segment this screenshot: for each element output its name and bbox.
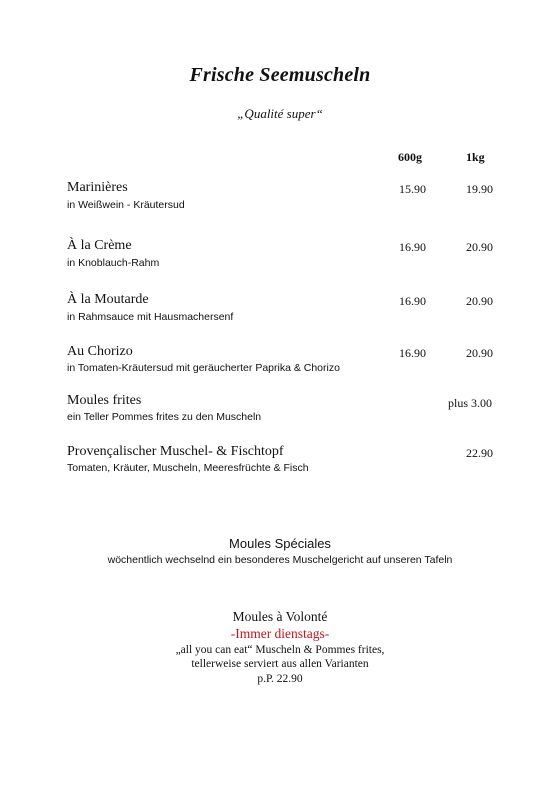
menu-item-name: À la Moutarde — [67, 292, 149, 307]
menu-item-price-1kg: 20.90 — [466, 294, 493, 308]
menu-item-name: Provençalischer Muschel- & Fischtopf — [67, 444, 284, 459]
menu-item-description: in Rahmsauce mit Hausmachersenf — [67, 311, 234, 323]
menu-item-price: plus 3.00 — [447, 396, 492, 410]
menu-title: Frische Seemuscheln — [189, 64, 371, 86]
menu-item-description: in Knoblauch-Rahm — [67, 257, 160, 269]
specials-description: wöchentlich wechselnd ein besonderes Muschelgericht auf unseren Tafeln — [107, 554, 453, 566]
menu-item-price-600g: 16.90 — [399, 346, 426, 360]
menu-item-price-600g: 16.90 — [399, 240, 426, 254]
menu-item-price-1kg: 19.90 — [466, 182, 493, 196]
menu-item-name: Marinières — [67, 180, 128, 195]
menu-item-price-600g: 16.90 — [399, 294, 426, 308]
volonte-description-line: tellerweise serviert aus allen Varianten — [191, 658, 369, 670]
menu-item-price-1kg: 20.90 — [466, 240, 493, 254]
volonte-description-line: „all you can eat“ Muscheln & Pommes frites, — [175, 644, 385, 656]
menu-item-description: ein Teller Pommes frites zu den Muscheln — [67, 411, 262, 423]
specials-title: Moules Spéciales — [229, 536, 331, 551]
menu-item-price-600g: 15.90 — [399, 182, 426, 196]
column-header-600g: 600g — [398, 150, 422, 164]
menu-item-description: in Weißwein - Kräutersud — [67, 199, 185, 211]
volonte-highlight: -Immer dienstags- — [230, 626, 330, 641]
menu-item-name: À la Crème — [67, 238, 132, 253]
menu-subtitle: „Qualité super“ — [237, 106, 323, 121]
menu-item-price-1kg: 20.90 — [466, 346, 493, 360]
menu-item-name: Moules frites — [67, 393, 142, 408]
volonte-title: Moules à Volonté — [232, 609, 328, 624]
column-header-1kg: 1kg — [466, 150, 485, 164]
menu-item-description: in Tomaten-Kräutersud mit geräucherter Paprika & Chorizo — [67, 362, 340, 374]
menu-item-price: 22.90 — [466, 446, 493, 460]
menu-item-name: Au Chorizo — [67, 344, 133, 359]
menu-item-description: Tomaten, Kräuter, Muscheln, Meeresfrüchte & Fisch — [67, 462, 309, 474]
volonte-price: p.P. 22.90 — [257, 673, 303, 685]
